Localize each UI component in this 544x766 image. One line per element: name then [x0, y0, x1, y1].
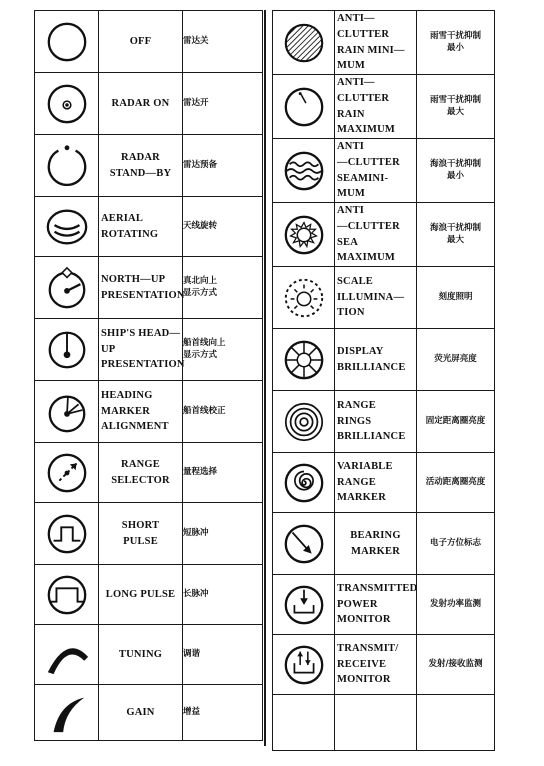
symbol-chinese-label: 量程选择	[183, 443, 263, 503]
symbol-icon-cell	[35, 11, 99, 73]
symbol-icon-cell	[35, 381, 99, 443]
symbol-row	[273, 575, 495, 635]
column-separator	[264, 10, 266, 746]
symbol-chinese-label: 船首线向上 显示方式	[183, 319, 263, 381]
symbol-row	[35, 135, 263, 197]
symbol-english-label: NORTH—UP PRESENTATION	[99, 257, 183, 319]
symbol-row	[35, 11, 263, 73]
off-icon	[44, 19, 90, 65]
symbol-english-label: RANGE RINGS BRILLIANCE	[335, 391, 417, 453]
symbol-row	[35, 319, 263, 381]
radar-on-icon	[44, 81, 90, 127]
symbol-chinese-label: 发射功率监测	[417, 575, 495, 635]
radar-standby-icon	[44, 143, 90, 189]
symbol-icon-cell	[35, 135, 99, 197]
gain-icon	[44, 690, 90, 736]
variable-range-marker-icon	[281, 460, 327, 506]
heading-marker-icon	[44, 389, 90, 435]
symbol-icon-cell	[35, 319, 99, 381]
symbol-english-label: ANTI—CLUTTER RAIN MAXIMUM	[335, 75, 417, 139]
symbol-row	[273, 139, 495, 203]
symbol-icon-cell	[35, 625, 99, 685]
symbol-english-label: ANTI—CLUTTER RAIN MINI— MUM	[335, 11, 417, 75]
symbol-chinese-label: 活动距离圈亮度	[417, 453, 495, 513]
symbol-icon-cell	[273, 453, 335, 513]
symbol-row	[35, 73, 263, 135]
aerial-rotating-icon	[44, 204, 90, 250]
symbol-icon-cell	[273, 635, 335, 695]
symbol-english-label: RANGE SELECTOR	[99, 443, 183, 503]
symbol-chinese-label: 固定距离圈亮度	[417, 391, 495, 453]
symbol-row	[35, 503, 263, 565]
left-symbol-table	[34, 10, 263, 741]
symbol-english-label: BEARING MARKER	[335, 513, 417, 575]
symbol-chinese-label: 长脉冲	[183, 565, 263, 625]
symbol-row	[273, 635, 495, 695]
symbol-row	[35, 625, 263, 685]
symbol-row	[273, 11, 495, 75]
symbol-icon-cell	[273, 391, 335, 453]
symbol-chinese-label: 雨雪干扰抑制 最小	[417, 11, 495, 75]
symbol-english-label: DISPLAY BRILLIANCE	[335, 329, 417, 391]
symbol-chinese-label: 船首线校正	[183, 381, 263, 443]
symbol-english-label	[335, 695, 417, 751]
symbol-chinese-label: 发射/接收监测	[417, 635, 495, 695]
symbol-icon-cell	[273, 75, 335, 139]
symbol-chinese-label: 荧光屏亮度	[417, 329, 495, 391]
symbol-chinese-label: 短脉冲	[183, 503, 263, 565]
symbol-icon-cell	[35, 685, 99, 741]
symbol-chinese-label: 雨雪干扰抑制 最大	[417, 75, 495, 139]
right-symbol-table	[272, 10, 495, 751]
symbol-icon-cell	[273, 329, 335, 391]
anti-clutter-sea-minimum-icon	[281, 148, 327, 194]
short-pulse-icon	[44, 511, 90, 557]
symbol-chinese-label: 真北向上 显示方式	[183, 257, 263, 319]
symbol-chinese-label: 海浪干扰抑制 最小	[417, 139, 495, 203]
symbol-icon-cell	[35, 73, 99, 135]
scale-illumination-icon	[281, 275, 327, 321]
anti-clutter-rain-maximum-icon	[281, 84, 327, 130]
anti-clutter-rain-minimum-icon	[281, 20, 327, 66]
symbol-english-label: LONG PULSE	[99, 565, 183, 625]
range-rings-icon	[281, 399, 327, 445]
symbol-icon-cell	[35, 443, 99, 503]
symbol-row	[273, 453, 495, 513]
symbol-icon-cell	[35, 503, 99, 565]
symbol-chinese-label: 雷达预备	[183, 135, 263, 197]
symbol-chinese-label: 雷达关	[183, 11, 263, 73]
display-brilliance-icon	[281, 337, 327, 383]
transmitted-power-icon	[281, 582, 327, 628]
symbol-row	[35, 565, 263, 625]
symbol-english-label: VARIABLE RANGE MARKER	[335, 453, 417, 513]
symbol-icon-cell	[35, 565, 99, 625]
symbol-row	[273, 391, 495, 453]
symbol-chinese-label: 增益	[183, 685, 263, 741]
symbol-english-label: RADAR STAND—BY	[99, 135, 183, 197]
symbol-icon-cell	[35, 257, 99, 319]
symbol-english-label: GAIN	[99, 685, 183, 741]
bearing-marker-icon	[281, 521, 327, 567]
symbol-icon-cell	[273, 575, 335, 635]
symbol-row	[273, 267, 495, 329]
symbol-chinese-label: 天线旋转	[183, 197, 263, 257]
symbol-chinese-label: 电子方位标志	[417, 513, 495, 575]
symbol-chinese-label: 刻度照明	[417, 267, 495, 329]
north-up-icon	[44, 265, 90, 311]
symbol-icon-cell	[273, 513, 335, 575]
symbol-row	[35, 443, 263, 503]
tuning-icon	[44, 632, 90, 678]
symbol-english-label: AERIAL ROTATING	[99, 197, 183, 257]
symbol-row	[35, 257, 263, 319]
symbol-chinese-label	[417, 695, 495, 751]
symbol-english-label: SCALE ILLUMINA— TION	[335, 267, 417, 329]
symbol-english-label: TRANSMITTED POWER MONITOR	[335, 575, 417, 635]
symbol-row	[273, 75, 495, 139]
symbol-english-label: RADAR ON	[99, 73, 183, 135]
symbol-english-label: OFF	[99, 11, 183, 73]
anti-clutter-sea-maximum-icon	[281, 212, 327, 258]
long-pulse-icon	[44, 572, 90, 618]
symbol-english-label: HEADING MARKER ALIGNMENT	[99, 381, 183, 443]
symbol-icon-cell	[273, 11, 335, 75]
symbol-chinese-label: 调谐	[183, 625, 263, 685]
symbol-english-label: TUNING	[99, 625, 183, 685]
symbol-row	[273, 203, 495, 267]
range-selector-icon	[44, 450, 90, 496]
symbol-icon-cell	[35, 197, 99, 257]
symbol-row	[273, 695, 495, 751]
symbol-icon-cell	[273, 139, 335, 203]
transmit-receive-icon	[281, 642, 327, 688]
symbol-row	[273, 513, 495, 575]
symbol-row	[35, 197, 263, 257]
symbol-english-label: TRANSMIT/ RECEIVE MONITOR	[335, 635, 417, 695]
symbol-row	[35, 381, 263, 443]
symbol-row	[273, 329, 495, 391]
symbol-icon-cell	[273, 203, 335, 267]
symbol-icon-cell	[273, 695, 335, 751]
symbol-icon-cell	[273, 267, 335, 329]
symbol-english-label: SHIP'S HEAD—UP PRESENTATION	[99, 319, 183, 381]
symbol-row	[35, 685, 263, 741]
symbol-english-label: ANTI —CLUTTER SEAMINI- MUM	[335, 139, 417, 203]
symbol-chinese-label: 雷达开	[183, 73, 263, 135]
ships-head-up-icon	[44, 327, 90, 373]
symbol-english-label: SHORT PULSE	[99, 503, 183, 565]
symbol-chinese-label: 海浪干扰抑制 最大	[417, 203, 495, 267]
symbol-english-label: ANTI —CLUTTER SEA MAXIMUM	[335, 203, 417, 267]
